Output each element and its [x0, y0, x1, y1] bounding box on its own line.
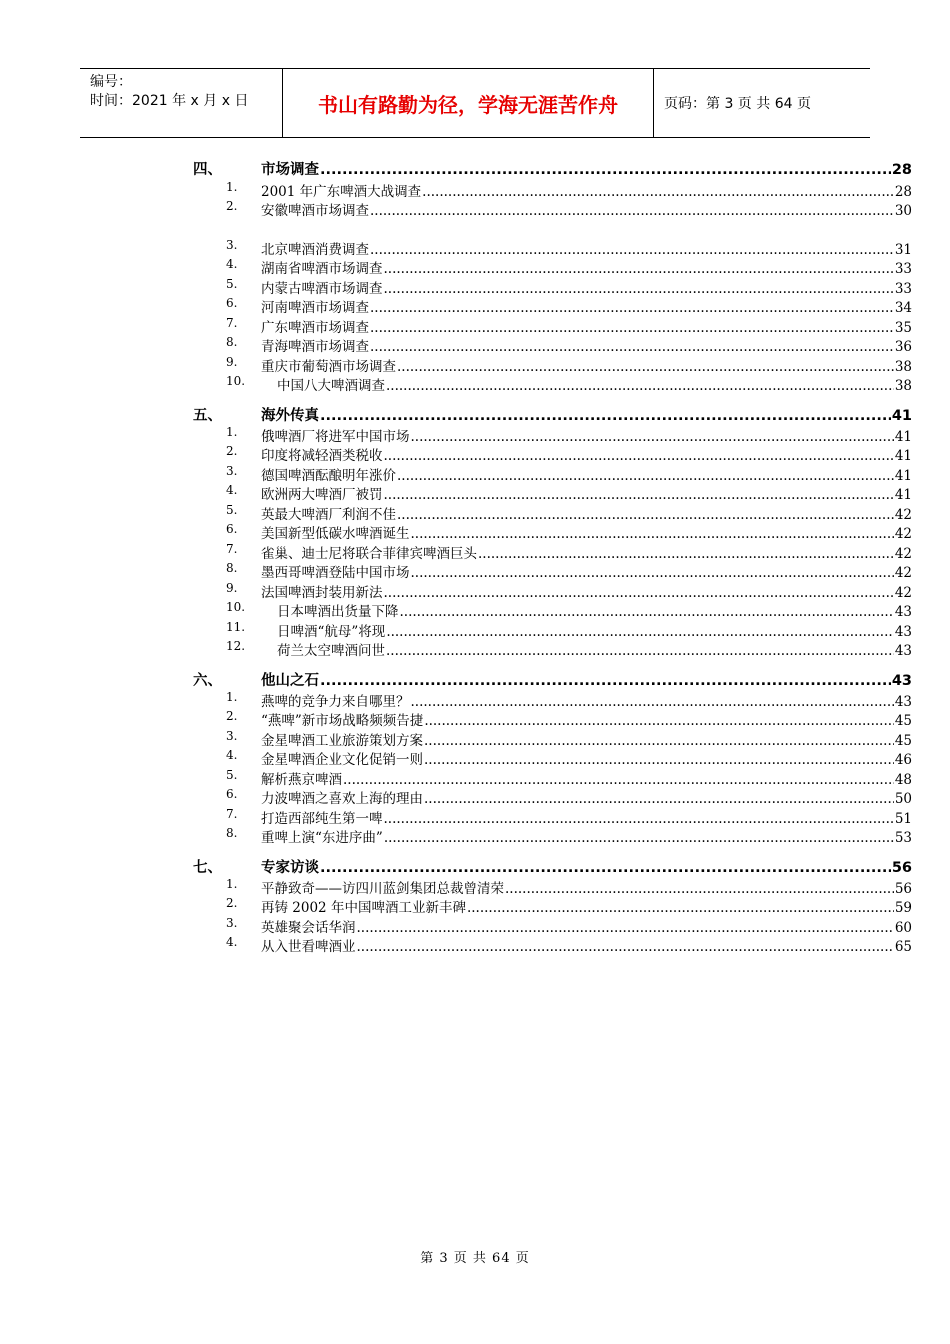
toc-page-number: 42 [894, 565, 912, 581]
toc-title: 燕啤的竞争力来自哪里？ [261, 694, 410, 710]
toc-title: 日本啤酒出货量下降 [277, 604, 399, 620]
toc-page-number: 42 [894, 526, 912, 542]
toc-title: 打造西部纯生第一啤 [261, 811, 383, 827]
toc-number: 9. [226, 581, 238, 595]
toc-page-number: 45 [894, 733, 912, 749]
toc-title: 重庆市葡萄酒市场调查 [261, 359, 396, 375]
toc-title: 印度将减轻酒类税收 [261, 448, 383, 464]
toc-number: 1. [226, 690, 238, 704]
toc-leader-dots [424, 752, 894, 768]
toc-entry[interactable] [0, 639, 950, 658]
toc-section[interactable] [0, 856, 950, 878]
toc-title: 英雄聚会话华润 [261, 920, 356, 936]
toc-entry[interactable] [0, 748, 950, 767]
toc-page-number: 41 [894, 429, 912, 445]
toc-page-number: 50 [894, 791, 912, 807]
toc-entry[interactable] [0, 238, 950, 257]
toc-page-number: 60 [894, 920, 912, 936]
toc-entry[interactable] [0, 522, 950, 541]
toc-number: 6. [226, 296, 238, 310]
toc-page-number: 38 [894, 378, 912, 394]
toc-page-number: 59 [894, 900, 912, 916]
page-footer: 第 3 页 共 64 页 [420, 1251, 530, 1266]
toc-leader-dots [384, 487, 894, 503]
toc-number: 7. [226, 316, 238, 330]
toc-entry[interactable] [0, 807, 950, 826]
toc-leader-dots [384, 281, 894, 297]
toc-title: 墨西哥啤酒登陆中国市场 [261, 565, 410, 581]
toc-page-number: 41 [894, 468, 912, 484]
toc-entry[interactable] [0, 464, 950, 483]
header-motto: 书山有路勤为径，学海无涯苦作舟 [282, 69, 654, 137]
toc-page-number: 41 [894, 487, 912, 503]
toc-number: 4. [226, 935, 238, 949]
toc-entry[interactable] [0, 444, 950, 463]
toc-leader-dots [320, 162, 891, 178]
toc-title: 荷兰太空啤酒问世 [277, 643, 385, 659]
toc-title: 北京啤酒消费调查 [261, 242, 369, 258]
toc-page-number: 34 [894, 300, 912, 316]
toc-number: 8. [226, 335, 238, 349]
toc-title: “燕啤”新市场战略频频告捷 [261, 713, 424, 729]
toc-leader-dots [411, 565, 894, 581]
toc-title: 中国八大啤酒调查 [277, 378, 385, 394]
toc-leader-dots [424, 713, 894, 729]
toc-leader-dots [397, 507, 894, 523]
toc-leader-dots [343, 772, 894, 788]
toc-page-number: 42 [894, 507, 912, 523]
toc-title: 内蒙古啤酒市场调查 [261, 281, 383, 297]
toc-number: 3. [226, 238, 238, 252]
toc-entry[interactable] [0, 257, 950, 276]
toc-title: 法国啤酒封装用新法 [261, 585, 383, 601]
toc-page-number: 42 [894, 546, 912, 562]
toc-entry[interactable] [0, 316, 950, 335]
toc-entry[interactable] [0, 561, 950, 580]
toc-entry[interactable] [0, 896, 950, 915]
toc-number: 七、 [193, 860, 222, 876]
document-date: 时间：2021 年 x 月 x 日 [90, 93, 249, 109]
toc-page-number: 43 [894, 604, 912, 620]
toc-title: 日啤酒“航母”将现 [277, 624, 386, 640]
toc-section[interactable] [0, 158, 950, 180]
toc-entry[interactable] [0, 826, 950, 845]
toc-title: 海外传真 [261, 408, 319, 424]
toc-leader-dots [411, 526, 894, 542]
toc-title: 美国新型低碳水啤酒诞生 [261, 526, 410, 542]
toc-section[interactable] [0, 404, 950, 426]
toc-leader-dots [357, 920, 894, 936]
toc-entry[interactable] [0, 729, 950, 748]
toc-page-number: 45 [894, 713, 912, 729]
toc-leader-dots [386, 378, 894, 394]
toc-leader-dots [370, 320, 894, 336]
toc-number: 1. [226, 180, 238, 194]
toc-number: 3. [226, 916, 238, 930]
toc-leader-dots [320, 673, 891, 689]
toc-title: 欧洲两大啤酒厂被罚 [261, 487, 383, 503]
toc-entry[interactable] [0, 935, 950, 954]
toc-number: 五、 [193, 408, 222, 424]
toc-leader-dots [424, 791, 894, 807]
toc-page-number: 43 [894, 643, 912, 659]
toc-entry[interactable] [0, 199, 950, 218]
toc-number: 3. [226, 729, 238, 743]
toc-number: 10. [226, 600, 246, 614]
toc-number: 四、 [193, 162, 222, 178]
toc-number: 2. [226, 444, 238, 458]
toc-leader-dots [411, 429, 894, 445]
toc-entry[interactable] [0, 483, 950, 502]
toc-title: 再铸 2002 年中国啤酒工业新丰碑 [261, 900, 466, 916]
toc-entry[interactable] [0, 542, 950, 561]
toc-entry[interactable] [0, 180, 950, 199]
toc-page-number: 41 [891, 408, 912, 424]
toc-number: 6. [226, 522, 238, 536]
toc-number: 3. [226, 464, 238, 478]
toc-leader-dots [397, 359, 894, 375]
toc-title: 英最大啤酒厂利润不佳 [261, 507, 396, 523]
toc-page-number: 33 [894, 281, 912, 297]
toc-leader-dots [384, 811, 894, 827]
toc-leader-dots [386, 624, 894, 640]
toc-page-number: 48 [894, 772, 912, 788]
toc-title: 力波啤酒之喜欢上海的理由 [261, 791, 423, 807]
toc-title: 湖南省啤酒市场调查 [261, 261, 383, 277]
toc-page-number: 41 [894, 448, 912, 464]
toc-leader-dots [411, 694, 894, 710]
toc-leader-dots [357, 939, 894, 955]
toc-entry[interactable] [0, 581, 950, 600]
toc-number: 7. [226, 807, 238, 821]
toc-title: 雀巢、迪士尼将联合菲律宾啤酒巨头 [261, 546, 477, 562]
toc-page-number: 36 [894, 339, 912, 355]
toc-leader-dots [320, 860, 891, 876]
toc-title: 专家访谈 [261, 860, 319, 876]
toc-leader-dots [384, 261, 894, 277]
toc-page-number: 31 [894, 242, 912, 258]
toc-leader-dots [320, 408, 891, 424]
toc-entry[interactable] [0, 600, 950, 619]
toc-leader-dots [424, 733, 894, 749]
toc-title: 金星啤酒企业文化促销一则 [261, 752, 423, 768]
toc-entry[interactable] [0, 296, 950, 315]
toc-number: 4. [226, 257, 238, 271]
toc-entry[interactable] [0, 355, 950, 374]
toc-number: 6. [226, 787, 238, 801]
toc-title: 平静致奇——访四川蓝剑集团总裁曾清荣 [261, 881, 504, 897]
toc-number: 11. [226, 620, 246, 634]
toc-leader-dots [384, 830, 894, 846]
toc-leader-dots [384, 448, 894, 464]
toc-title: 他山之石 [261, 673, 319, 689]
header-page-info: 页码：第 3 页 共 64 页 [664, 96, 811, 112]
toc-number: 4. [226, 483, 238, 497]
toc-number: 8. [226, 826, 238, 840]
toc-title: 从入世看啤酒业 [261, 939, 356, 955]
toc-leader-dots [505, 881, 894, 897]
toc-page-number: 46 [894, 752, 912, 768]
toc-title: 德国啤酒酝酿明年涨价 [261, 468, 396, 484]
toc-number: 8. [226, 561, 238, 575]
toc-number: 2. [226, 199, 238, 213]
toc-leader-dots [478, 546, 894, 562]
toc-title: 市场调查 [261, 162, 319, 178]
toc-entry[interactable] [0, 425, 950, 444]
toc-page-number: 42 [894, 585, 912, 601]
toc-number: 六、 [193, 673, 222, 689]
toc-entry[interactable] [0, 709, 950, 728]
toc-page-number: 30 [894, 203, 912, 219]
toc-title: 2001 年广东啤酒大战调查 [261, 184, 422, 200]
toc-page-number: 43 [894, 694, 912, 710]
toc-entry[interactable] [0, 916, 950, 935]
toc-page-number: 56 [894, 881, 912, 897]
toc-number: 2. [226, 709, 238, 723]
toc-entry[interactable] [0, 620, 950, 639]
toc-page-number: 43 [891, 673, 912, 689]
toc-title: 安徽啤酒市场调查 [261, 203, 369, 219]
document-number-label: 编号： [90, 74, 132, 90]
toc-entry[interactable] [0, 503, 950, 522]
toc-page-number: 35 [894, 320, 912, 336]
toc-entry[interactable] [0, 768, 950, 787]
toc-title: 广东啤酒市场调查 [261, 320, 369, 336]
toc-page-number: 51 [894, 811, 912, 827]
toc-leader-dots [384, 585, 894, 601]
toc-leader-dots [370, 339, 894, 355]
toc-title: 重啤上演“东进序曲” [261, 830, 383, 846]
toc-entry[interactable] [0, 787, 950, 806]
toc-title: 解析燕京啤酒 [261, 772, 342, 788]
toc-leader-dots [467, 900, 894, 916]
toc-title: 金星啤酒工业旅游策划方案 [261, 733, 423, 749]
toc-number: 1. [226, 425, 238, 439]
toc-page-number: 28 [894, 184, 912, 200]
toc-page-number: 33 [894, 261, 912, 277]
toc-number: 9. [226, 355, 238, 369]
toc-number: 7. [226, 542, 238, 556]
toc-entry[interactable] [0, 690, 950, 709]
toc-leader-dots [400, 604, 894, 620]
toc-section[interactable] [0, 669, 950, 691]
toc-title: 青海啤酒市场调查 [261, 339, 369, 355]
toc-number: 5. [226, 768, 238, 782]
toc-number: 2. [226, 896, 238, 910]
toc-number: 1. [226, 877, 238, 891]
toc-number: 12. [226, 639, 246, 653]
toc-entry[interactable] [0, 277, 950, 296]
toc-page-number: 53 [894, 830, 912, 846]
toc-leader-dots [370, 300, 894, 316]
toc-title: 俄啤酒厂将进军中国市场 [261, 429, 410, 445]
toc-page-number: 65 [894, 939, 912, 955]
toc-title: 河南啤酒市场调查 [261, 300, 369, 316]
toc-number: 5. [226, 277, 238, 291]
toc-number: 10. [226, 374, 246, 388]
toc-leader-dots [370, 242, 894, 258]
toc-page-number: 43 [894, 624, 912, 640]
toc-number: 5. [226, 503, 238, 517]
toc-page-number: 56 [891, 860, 912, 876]
toc-leader-dots [370, 203, 894, 219]
toc-page-number: 28 [891, 162, 912, 178]
toc-leader-dots [422, 184, 894, 200]
toc-leader-dots [386, 643, 894, 659]
toc-leader-dots [397, 468, 894, 484]
toc-page-number: 38 [894, 359, 912, 375]
toc-number: 4. [226, 748, 238, 762]
toc-entry[interactable] [0, 877, 950, 896]
toc-entry[interactable] [0, 335, 950, 354]
toc-entry[interactable] [0, 374, 950, 393]
